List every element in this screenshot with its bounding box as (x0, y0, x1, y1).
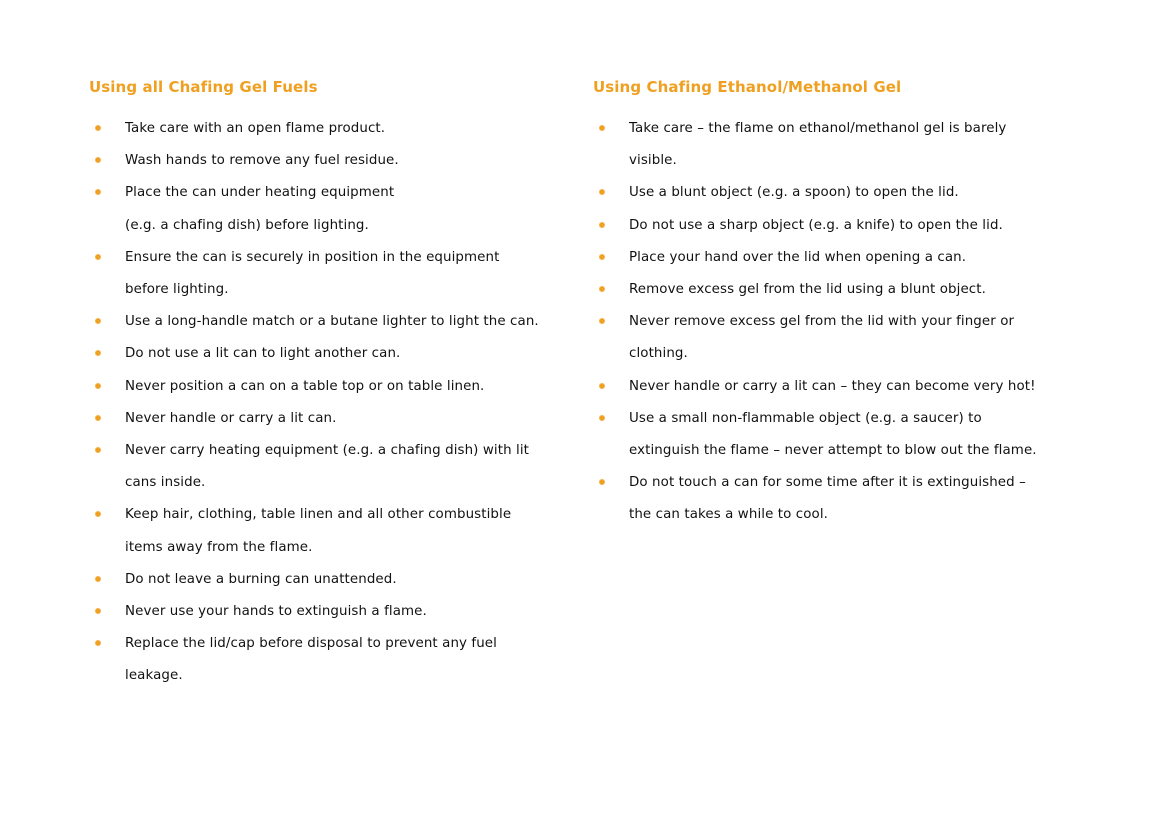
list-item (89, 177, 539, 209)
list-item-text: Do not use a lit can to light another can. (125, 346, 401, 362)
bullet-dot-icon (599, 189, 605, 195)
list-item (593, 274, 1043, 306)
list-item-continuation (89, 210, 539, 242)
list-item (89, 306, 539, 338)
left-column (89, 76, 539, 693)
right-column (593, 76, 1043, 532)
bullet-dot-icon (599, 125, 605, 131)
bullet-dot-icon (599, 222, 605, 228)
list-item-text: Use a blunt object (e.g. a spoon) to open the lid. (629, 185, 959, 201)
list-item-text: (e.g. a chafing dish) before lighting. (125, 217, 369, 233)
bullet-dot-icon (599, 318, 605, 324)
list-item (593, 306, 1043, 370)
list-item-text: Remove excess gel from the lid using a blunt object. (629, 282, 986, 298)
right-bullet-list (593, 113, 1043, 532)
bullet-dot-icon (599, 254, 605, 260)
bullet-dot-icon (95, 640, 101, 646)
bullet-dot-icon (95, 254, 101, 260)
bullet-dot-icon (95, 383, 101, 389)
bullet-dot-icon (95, 511, 101, 517)
bullet-dot-icon (599, 415, 605, 421)
bullet-dot-icon (95, 125, 101, 131)
list-item (89, 564, 539, 596)
list-item-text: Do not use a sharp object (e.g. a knife) to open the lid. (629, 217, 1003, 233)
list-item-text: Do not leave a burning can unattended. (125, 571, 397, 587)
list-item-text: Never use your hands to extinguish a flame. (125, 604, 427, 620)
list-item-text: Never remove excess gel from the lid with your finger or clothing. (629, 314, 1015, 362)
list-item-text: Wash hands to remove any fuel residue. (125, 153, 399, 169)
list-item (89, 113, 539, 145)
bullet-dot-icon (95, 447, 101, 453)
bullet-dot-icon (95, 157, 101, 163)
left-heading: Using all Chafing Gel Fuels (89, 78, 318, 96)
list-item-text: Keep hair, clothing, table linen and all other combustible items away from the flame. (125, 507, 512, 555)
list-item-text: Use a long-handle match or a butane lighter to light the can. (125, 314, 539, 330)
bullet-dot-icon (95, 576, 101, 582)
bullet-dot-icon (599, 383, 605, 389)
list-item (89, 371, 539, 403)
list-item-text: Take care – the flame on ethanol/methanol gel is barely visible. (629, 121, 1007, 169)
list-item (593, 177, 1043, 209)
list-item-text: Never handle or carry a lit can – they can become very hot! (629, 378, 1036, 394)
bullet-dot-icon (95, 318, 101, 324)
list-item-text: Do not touch a can for some time after it is extinguished – the can takes a while to cool. (629, 475, 1026, 523)
list-item (89, 596, 539, 628)
list-item-text: Never carry heating equipment (e.g. a chafing dish) with lit cans inside. (125, 443, 530, 491)
list-item (89, 628, 539, 692)
list-item-text: Never handle or carry a lit can. (125, 410, 337, 426)
bullet-dot-icon (95, 350, 101, 356)
list-item-text: Ensure the can is securely in position in the equipment before lighting. (125, 249, 500, 298)
list-item-text: Take care with an open flame product. (125, 121, 386, 136)
left-bullet-list (89, 113, 539, 693)
list-item (593, 403, 1043, 467)
list-item (89, 242, 539, 306)
list-item (593, 113, 1043, 177)
right-heading: Using Chafing Ethanol/Methanol Gel (593, 78, 902, 96)
list-item-text: Place the can under heating equipment (125, 185, 395, 201)
bullet-dot-icon (95, 189, 101, 195)
bullet-dot-icon (599, 479, 605, 485)
list-item (593, 242, 1043, 274)
list-item-text: Place your hand over the lid when opening a can. (629, 249, 967, 265)
list-item (89, 145, 539, 177)
bullet-dot-icon (95, 415, 101, 421)
list-item (593, 371, 1043, 403)
list-item (593, 467, 1043, 531)
bullet-dot-icon (599, 286, 605, 292)
list-item (593, 210, 1043, 242)
list-item (89, 499, 539, 563)
list-item (89, 338, 539, 370)
bullet-dot-icon (95, 608, 101, 614)
list-item-text: Use a small non-flammable object (e.g. a saucer) to extinguish the flame – never attempt to blow out the flame. (629, 410, 1037, 459)
list-item-text: Never position a can on a table top or on table linen. (125, 378, 485, 394)
list-item-text: Replace the lid/cap before disposal to prevent any fuel leakage. (125, 636, 497, 684)
list-item (89, 403, 539, 435)
list-item (89, 435, 539, 499)
